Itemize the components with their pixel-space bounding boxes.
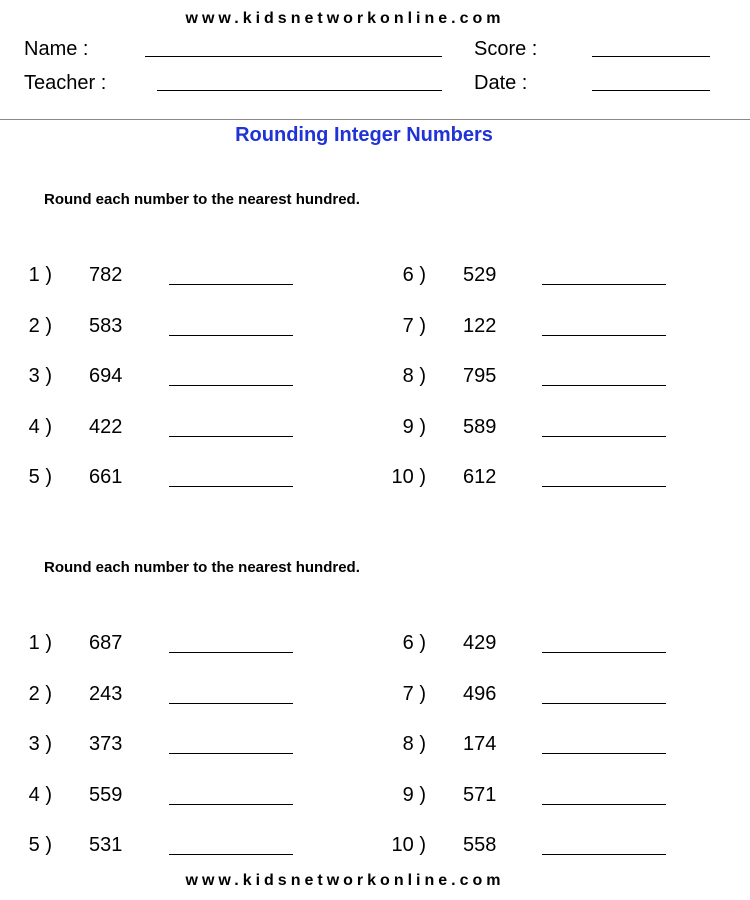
answer-blank-line <box>169 753 293 754</box>
section-1-problems <box>0 260 750 500</box>
problem-number: 4 ) <box>28 415 52 438</box>
answer-blank-line <box>542 854 666 855</box>
problem-item <box>390 780 750 810</box>
problem-item <box>390 412 750 442</box>
problem-item <box>390 260 750 290</box>
problem-item <box>16 780 376 810</box>
problem-number: 6 ) <box>402 632 426 654</box>
problem-value: 661 <box>89 466 123 488</box>
problem-number: 9 ) <box>402 783 426 806</box>
problem-value: 571 <box>463 783 497 806</box>
answer-blank-line <box>169 284 293 285</box>
answer-blank-line <box>542 753 666 754</box>
section-2-problems <box>0 628 750 868</box>
answer-blank-line <box>169 436 293 437</box>
score-answer-line <box>592 56 710 57</box>
problem-value: 122 <box>463 314 497 337</box>
problem-number: 1 ) <box>28 632 52 654</box>
teacher-label: Teacher : <box>24 72 107 94</box>
problem-item <box>390 462 750 492</box>
section-2-instruction: Round each number to the nearest hundred. <box>44 559 360 576</box>
site-url-bottom: www.kidsnetworkonline.com <box>185 872 505 889</box>
answer-blank-line <box>542 335 666 336</box>
name-label: Name : <box>24 38 89 60</box>
problem-number: 2 ) <box>28 682 52 705</box>
answer-blank-line <box>542 804 666 805</box>
answer-blank-line <box>542 652 666 653</box>
problem-value: 558 <box>463 834 497 856</box>
problem-value: 795 <box>463 365 497 387</box>
problem-number: 4 ) <box>28 783 52 806</box>
answer-blank-line <box>542 486 666 487</box>
problem-value: 174 <box>463 733 497 755</box>
problem-number: 3 ) <box>28 733 52 755</box>
problem-item <box>16 260 376 290</box>
problem-value: 529 <box>463 264 497 286</box>
problem-value: 429 <box>463 632 497 654</box>
problem-number: 10 ) <box>391 466 426 488</box>
problem-number: 10 ) <box>391 834 426 856</box>
problem-number: 5 ) <box>28 834 52 856</box>
header-divider <box>0 119 750 120</box>
answer-blank-line <box>542 436 666 437</box>
problem-item <box>16 361 376 391</box>
answer-blank-line <box>169 385 293 386</box>
problem-number: 8 ) <box>402 365 426 387</box>
answer-blank-line <box>169 486 293 487</box>
problem-value: 559 <box>89 783 123 806</box>
problem-number: 6 ) <box>402 264 426 286</box>
problem-number: 9 ) <box>402 415 426 438</box>
problem-number: 7 ) <box>402 682 426 705</box>
section-1-instruction: Round each number to the nearest hundred. <box>44 191 360 208</box>
answer-blank-line <box>542 284 666 285</box>
problem-item <box>390 311 750 341</box>
problem-item <box>390 729 750 759</box>
problem-item <box>16 412 376 442</box>
answer-blank-line <box>169 335 293 336</box>
problem-item <box>16 679 376 709</box>
problem-item <box>16 729 376 759</box>
answer-blank-line <box>169 804 293 805</box>
answer-blank-line <box>169 652 293 653</box>
answer-blank-line <box>169 854 293 855</box>
problem-number: 2 ) <box>28 314 52 337</box>
problem-item <box>16 462 376 492</box>
problem-number: 7 ) <box>402 314 426 337</box>
problem-number: 1 ) <box>28 264 52 286</box>
problem-value: 496 <box>463 682 497 705</box>
score-label: Score : <box>474 38 538 60</box>
site-url-top: www.kidsnetworkonline.com <box>185 10 505 27</box>
problem-item <box>390 628 750 658</box>
teacher-answer-line <box>157 90 442 91</box>
problem-number: 5 ) <box>28 466 52 488</box>
problem-item <box>390 679 750 709</box>
answer-blank-line <box>542 385 666 386</box>
problem-item <box>390 830 750 860</box>
worksheet-title: Rounding Integer Numbers <box>235 124 493 146</box>
problem-value: 782 <box>89 264 123 286</box>
problem-value: 373 <box>89 733 123 755</box>
problem-item <box>16 628 376 658</box>
problem-number: 3 ) <box>28 365 52 387</box>
date-answer-line <box>592 90 710 91</box>
problem-value: 687 <box>89 632 123 654</box>
problem-item <box>390 361 750 391</box>
problem-value: 612 <box>463 466 497 488</box>
problem-value: 422 <box>89 415 123 438</box>
problem-item <box>16 830 376 860</box>
problem-item <box>16 311 376 341</box>
problem-value: 531 <box>89 834 123 856</box>
problem-value: 589 <box>463 415 497 438</box>
problem-value: 243 <box>89 682 123 705</box>
problem-value: 694 <box>89 365 123 387</box>
problem-number: 8 ) <box>402 733 426 755</box>
date-label: Date : <box>474 72 528 94</box>
problem-value: 583 <box>89 314 123 337</box>
name-answer-line <box>145 56 442 57</box>
answer-blank-line <box>169 703 293 704</box>
answer-blank-line <box>542 703 666 704</box>
